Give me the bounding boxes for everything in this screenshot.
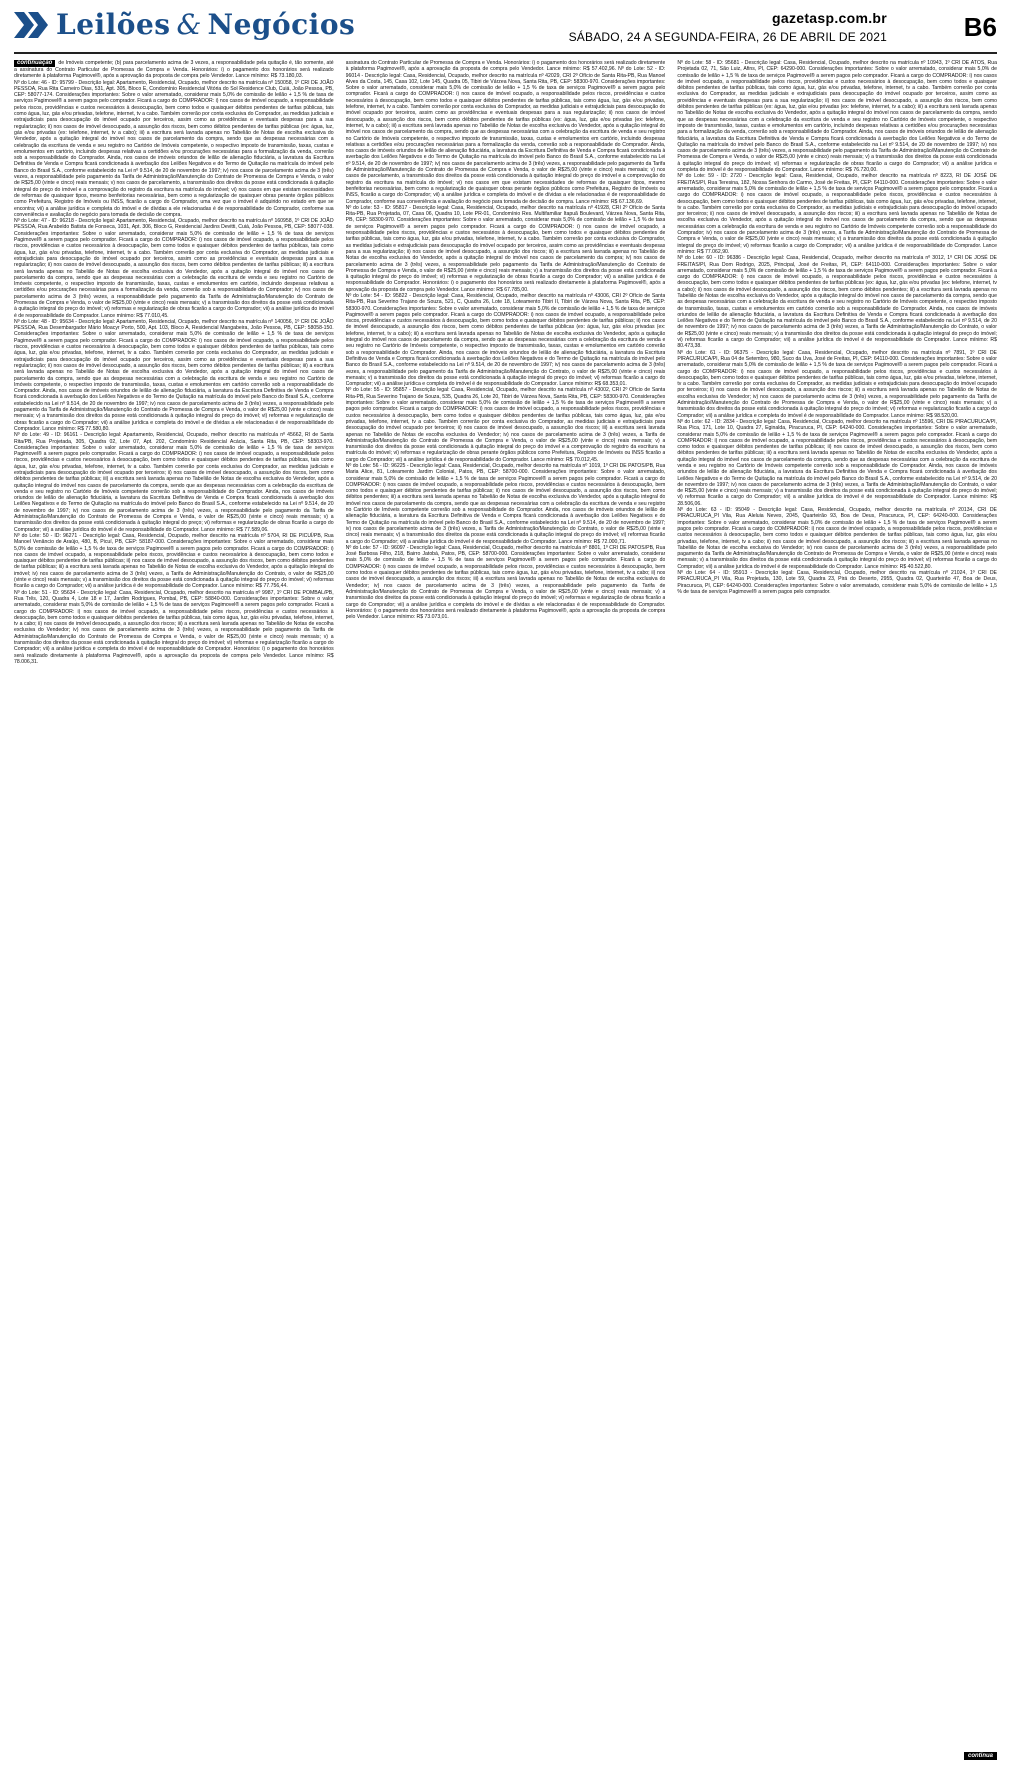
- column-3: [677, 60, 997, 1760]
- lot-entry: Nº do Lote: 51 - ID: 95634 - Descrição legal: Casa, Residencial, Ocupado, melhor descrito na matrícula nº 9987, 1º CRI DE POMBAL/PB, Rua Três, 120, Quadra 4, Lote 18 e 17, Jardim Rodrigues, Pombal, PB, CEP: 58840-000. Considerações importantes: Sobre o valor arrematado, considerar mais 5,0% de comissão de leilão + 1,5 % de taxa de serviços Pagimovel® a serem pagos pelo comprador. Ficará a cargo do COMPRADOR: i) nos casos de imóvel ocupado, a responsabilidade pelos riscos, providências e custos necessários à desocupação, bem como todos e quaisquer débitos pendentes de tarifas públicas, tais como água, luz, gás e/ou privadas, telefone, internet, tv a cabo; ii) nos casos de imóvel desocupado, a assunção dos riscos; iii) a escritura será lavrada apenas no Tabelião de Notas de escolha exclusiva do Vendedor; iv) nos casos de parcelamento acima de 3 (três) vezes, a responsabilidade pelo pagamento da Tarifa de Administração/Manutenção do Contrato de Promessa de Compra e Venda, o valor de R$25,00 (vinte e cinco) reais mensais; v) a transmissão dos direitos da posse está condicionada à quitação integral do preço do imóvel; vi) reformas e regularização ficarão a cargo do Comprador; vii) a análise jurídica e completa do imóvel é de responsabilidade do Comprador. Honorários: i) o pagamento dos honorários será realizado diretamente à plataforma Pagimovel®, após a aprovação da proposta de compra pelo Vendedor. Lance mínimo: R$ 78.006,31.: [14, 589, 334, 665]
- brand-word-leiloes: Leilões: [56, 8, 171, 41]
- lot-entry: Nº do Lote: 59 - ID: 2720 - Descrição legal: Casa, Residencial, Ocupado, melhor descrito na matrícula nº 8223, RI DE JOSÉ DE FREITAS/PI, Rua Teresina, 182, Nossa Senhora do Carmo, José de Freitas, PI, CEP: 64110-000. Considerações importantes: Sobre o valor arrematado, considerar mais 5,0% de comissão de leilão + 1,5 % de taxa de serviços Pagimovel® a serem pagos pelo comprador. Ficará a cargo do COMPRADOR: i) nos casos de imóvel ocupado, a responsabilidade pelos riscos, providências e custos necessários à desocupação, bem como todos e quaisquer débitos pendentes de tarifas públicas, tais como água, luz, gás e/ou privadas, telefone, internet, tv a cabo. Também correrão por conta exclusiva do Comprador, as medidas judiciais e extrajudiciais para desocupação do imóvel ocupado por terceiros; ii) nos casos de imóvel desocupado, a assunção dos riscos; iii) a escritura será lavrada apenas no Tabelião de Notas de escolha exclusiva do Vendedor, após a quitação integral do imóvel nos casos de parcelamento da compra, sendo que as despesas necessárias com a celebração da escritura de venda e seu registro no Cartório de Imóveis competente correrão sob a responsabilidade do Comprador; iv) nos casos de parcelamento acima de 3 (três) vezes, a Tarifa de Administração/Manutenção do Contrato de Promessa de Compra e Venda, o valor de R$25,00 (vinte e cinco) reais mensais; v) a transmissão dos direitos da posse está condicionada à quitação integral do preço do imóvel; vi) reformas ficarão a cargo do Comprador; vii) a análise jurídica é de responsabilidade do Comprador. Lance mínimo: R$ 77.062,90.: [677, 173, 997, 255]
- lot-entry: Nº do Lote: 55 - ID: 95857 - Descrição legal: Casa, Residencial, Ocupado, melhor descrito na matrícula nº 43002, CRI 2º Ofício de Santa Rita-PB, Rua Severino Trajano de Souza, 535, Quadra 26, Lote 20, Tibiri de Várzea Nova, Santa Rita, PB, CEP: 58300-970. Considerações importantes: Sobre o valor arrematado, considerar mais 5,0% de comissão de leilão + 1,5 % de taxa de serviços Pagimovel® a serem pagos pelo comprador. Ficará a cargo do COMPRADOR: i) nos casos de imóvel ocupado, a responsabilidade pelos riscos, providências e custos necessários à desocupação, bem como todos e quaisquer débitos pendentes de tarifas públicas, tais como água, luz, gás e/ou privadas, telefone, internet, tv a cabo. Também correrão por conta exclusiva do Comprador, as medidas judiciais e extrajudiciais para desocupação do imóvel ocupado por terceiros; ii) nos casos de imóvel desocupado, a assunção dos riscos; iii) a escritura será lavrada apenas no Tabelião de Notas de escolha exclusiva do Vendedor; iv) nos casos de parcelamento acima de 3 (três) vezes, a Tarifa de Administração/Manutenção do Contrato de Promessa de Compra e Venda, o valor de R$25,00 (vinte e cinco) reais mensais; v) a transmissão dos direitos da posse está condicionada à quitação integral do preço do imóvel e a comprovação do registro da escritura na matrícula do imóvel; vi) reformas e regularização de obras perante órgãos públicos como Prefeitura, Registro de Imóveis ou INSS ficarão a cargo do Comprador; vii) a análise jurídica é de responsabilidade do Comprador. Lance mínimo: R$ 70.012,45.: [345, 387, 666, 463]
- lot-entry: Nº do Lote: 60 - ID: 96386 - Descrição legal: Casa, Residencial, Ocupado, melhor descrito na matrícula nº 3012, 1º CRI DE JOSÉ DE FREITAS/PI, Rua Dom Rodrigo, 2025, Principal, José de Freitas, PI, CEP: 64110-000. Considerações importantes: Sobre o valor arrematado, considerar mais 5,0% de comissão de leilão + 1,5 % de taxa de serviços Pagimovel® a serem pagos pelo comprador. Ficará a cargo do COMPRADOR: i) nos casos de imóvel ocupado, a responsabilidade pelos riscos, providências e custos necessários à desocupação, bem como todos e quaisquer débitos pendentes de tarifas públicas (ex: água, luz, gás e/ou privadas (ex: telefone, internet, tv a cabo); ii) nos casos de imóvel desocupado, a assunção dos riscos, bem como débitos pendentes; iii) a escritura será lavrada apenas no Tabelião de Notas de escolha exclusiva do Vendedor, após a quitação integral do imóvel nos casos de parcelamento da compra, sendo que as despesas necessárias com a celebração da escritura de venda e seu registro no Cartório de Imóveis competente, o respectivo imposto de transmissão, taxas, custas e emolumentos em cartório correrão sob a responsabilidade do Comprador. Ainda, nos casos de imóveis oriundos de leilão de alienação fiduciária, a lavratura da Escritura Definitiva de Venda e Compra ficará condicionada à averbação dos Leilões Negativos e do Termo de Quitação na matrícula do imóvel pelo Banco do Brasil S.A., conforme estabelecido na Lei nº 9.514, de 20 de novembro de 1997; iv) nos casos de parcelamento acima de 3 (três) vezes, a Tarifa de Administração/Manutenção do Contrato, o valor de R$25,00 (vinte e cinco) reais mensais; v) a transmissão dos direitos da posse está condicionada à quitação integral do preço do imóvel; vi) reformas ficarão a cargo do Comprador; vii) a análise jurídica do imóvel é de responsabilidade do Comprador. Lance mínimo: R$ 80.473,38.: [677, 255, 997, 350]
- continuation-badge: continuação: [14, 60, 55, 67]
- lot-entry: Nº do Lote: 47 - ID: 96218 - Descrição legal: Apartamento, Residencial, Ocupado, melhor descrito na matrícula nº 160958, 1º CRI DE JOÃO PESSOA, Rua Arabeldo Batista de Fonseca, 1031, Apt. 306, Bloco G, Residencial Jardins Devitti, Cuiá, João Pessoa, PB, CEP: 58077-038. Considerações importantes: Sobre o valor arrematado, considerar mais 5,0% de comissão de leilão + 1,5 % de taxa de serviços Pagimovel® a serem pagos pelo comprador. Ficará a cargo do COMPRADOR: i) nos casos de imóvel ocupado, a responsabilidade pelos riscos, providências e custos necessários à desocupação, bem como todos e quaisquer débitos pendentes de tarifas públicas, tais como água, luz, gás e/ou privadas, telefone, internet, tv a cabo. Também correrão por conta exclusiva do Comprador, as medidas judiciais e extrajudiciais para desocupação do imóvel ocupado por terceiros, assim como as providências e eventuais despesas para a sua regularização; ii) nos casos de imóvel desocupado, a assunção dos riscos, bem como débitos pendentes de tarifas públicas; iii) a escritura será lavrada apenas no Tabelião de Notas de escolha exclusiva do Vendedor, após a quitação integral do imóvel nos casos de parcelamento da compra, sendo que as despesas necessárias com a celebração da escritura de venda e seu registro no Cartório de Imóveis competente, o respectivo imposto de transmissão, taxas, custas e emolumentos em cartório, incluindo despesas relativas a certidões e/ou procurações necessárias para a formalização da venda, correrão sob a responsabilidade do Comprador; iv) nos casos de parcelamento acima de 3 (três) vezes, a responsabilidade pelo pagamento da Tarifa de Administração/Manutenção do Contrato de Promessa de Compra e Venda, o valor de R$25,00 (vinte e cinco) reais mensais; v) a transmissão dos direitos da posse está condicionada à quitação integral do preço do imóvel; vi) reformas e regularização de obras ficarão a cargo do Comprador; vii) a análise jurídica do imóvel é de responsabilidade do Comprador. Lance mínimo: R$ 77.010,45.: [14, 218, 334, 319]
- lot-entry: Nº do Lote: 58 - ID: 95681 - Descrição legal: Casa, Residencial, Ocupado, melhor descrito na matrícula nº 10943, 1º CRI DE ATOS, Rua Projetada 02, 71, São Luiz, Afins, PI, CEP: 64290-000. Considerações importantes: Sobre o valor arrematado, considerar mais 5,0% de comissão de leilão + 1,5 % de taxa de serviços Pagimovel® a serem pagos pelo comprador. Ficará a cargo do COMPRADOR: i) nos casos de imóvel ocupado, a responsabilidade pelos riscos, providências e custos necessários à desocupação, bem como todos e quaisquer débitos pendentes de tarifas públicas, tais como água, luz, gás e/ou privadas, telefone, internet, tv a cabo. Também correrão por conta exclusiva do Comprador, as medidas judiciais e extrajudiciais para desocupação do imóvel ocupado por terceiros, assim como as providências e eventuais despesas para a sua regularização; ii) nos casos de imóvel desocupado, a assunção dos riscos, bem como débitos pendentes de tarifas públicas (ex: água, luz, gás e/ou privadas (ex: telefone, internet, tv a cabo); iii) a escritura será lavrada apenas no Tabelião de Notas de escolha exclusiva do Vendedor, após a quitação integral do imóvel nos casos de parcelamento da compra, sendo que as despesas necessárias com a celebração da escritura de venda e seu registro no Cartório de Imóveis competente, o respectivo imposto de transmissão, taxas, custas e emolumentos em cartório, incluindo despesas relativas a certidões e/ou procurações necessárias para a formalização da venda, correrão sob a responsabilidade do Comprador. Ainda, nos casos de imóveis oriundos de leilão de alienação fiduciária, a lavratura da Escritura Definitiva de Venda e Compra ficará condicionada à averbação dos Leilões Negativos e do Termo de Quitação na matrícula do imóvel pelo Banco do Brasil S.A., conforme estabelecido na Lei nº 9.514, de 20 de novembro de 1997; iv) nos casos de parcelamento acima de 3 (três) vezes, a responsabilidade pelo pagamento da Tarifa de Administração/Manutenção do Contrato de Promessa de Compra e Venda, o valor de R$25,00 (vinte e cinco) reais mensais; v) a transmissão dos direitos da posse está condicionada à quitação integral do preço do imóvel; vi) reformas e regularização de obras ficarão a cargo do Comprador; vii) a análise jurídica e completa do imóvel é de responsabilidade do Comprador. Lance mínimo: R$ 76.720,00.: [677, 60, 997, 174]
- lot-entry: Nº do Lote: 54 - ID: 95822 - Descrição legal: Casa, Residencial, Ocupado, melhor descrito na matrícula nº 43006, CRI 2º Ofício de Santa Rita-PB, Rua Severino Trajano de Souza, 521, C, Quadra 26, Lote 18, Loteamento Tibiri II, Tibiri de Várzea Nova, Santa Rita, PB, CEP: 58300-970. Considerações importantes: Sobre o valor arrematado, considerar mais 5,0% de comissão de leilão + 1,5 % de taxa de serviços Pagimovel® a serem pagos pelo comprador. Ficará a cargo do COMPRADOR: i) nos casos de imóvel ocupado, a responsabilidade pelos riscos, providências e custos necessários à desocupação, bem como todos e quaisquer débitos pendentes de tarifas públicas; ii) nos casos de imóvel desocupado, a assunção dos riscos, bem como débitos pendentes de tarifas públicas (ex: água, luz, gás e/ou privadas (ex: telefone, internet, tv a cabo); iii) a escritura será lavrada apenas no Tabelião de Notas de escolha exclusiva do Vendedor, após a quitação integral do imóvel nos casos de parcelamento da compra, sendo que as despesas necessárias com a celebração da escritura de venda e seu registro no Cartório de Imóveis competente, o respectivo imposto de transmissão, taxas, custas e emolumentos em cartório correrão sob a responsabilidade do Comprador. Ainda, nos casos de imóveis oriundos de leilão de alienação fiduciária, a lavratura da Escritura Definitiva de Venda e Compra ficará condicionada à averbação dos Leilões Negativos e do Termo de Quitação na matrícula do imóvel pelo Banco do Brasil S.A., conforme estabelecido na Lei nº 9.514, de 20 de novembro de 1997; iv) nos casos de parcelamento acima de 3 (três) vezes, a responsabilidade pelo pagamento da Tarifa de Administração/Manutenção do Contrato, o valor de R$25,00 (vinte e cinco) reais mensais; v) a transmissão dos direitos da posse está condicionada à quitação integral do preço do imóvel; vi) reformas ficarão a cargo do Comprador; vii) a análise jurídica e completa do imóvel é de responsabilidade do Comprador. Lance mínimo: R$ 68.353,01.: [345, 292, 666, 388]
- continues-badge: continua: [964, 1752, 997, 1760]
- column-1-intro: [14, 60, 334, 80]
- lot-entry: assinatura do Contrato Particular de Promessa de Compra e Venda. Honorários: i) o pagamento dos honorários será realizado diretamente à plataforma Pagimovel®, após a aprovação da proposta de compra pelo Vendedor. Lance mínimo: R$ 57.402,96. Nº do Lote: 52 - ID: 96014 - Descrição legal: Casa, Residencial, Ocupado, melhor descrito na matrícula nº 42029, CRI 2º Ofício de Santa Rita-PB, Rua Manoel Alves da Costa, 145, Casa 102, Lote 145, Quadra 05, Tibiri de Várzea Nova, Santa Rita, PB, CEP: 58300-970. Considerações importantes: Sobre o valor arrematado, considerar mais 5,0% de comissão de leilão + 1,5 % de taxa de serviços Pagimovel® a serem pagos pelo comprador. Ficará a cargo do COMPRADOR: i) nos casos de imóvel ocupado, a responsabilidade pelos riscos, providências e custos necessários à desocupação, bem como todos e quaisquer débitos pendentes de tarifas públicas, tais como água, luz, gás e/ou privadas, telefone, internet, tv a cabo. Também correrão por conta exclusiva do Comprador, as medidas judiciais e extrajudiciais para desocupação do imóvel ocupado por terceiros, assim como as providências e eventuais despesas para a sua regularização; ii) nos casos de imóvel desocupado, a assunção dos riscos, bem como débitos pendentes de tarifas públicas (ex: água, luz, gás e/ou privadas (ex: telefone, internet, tv a cabo); iii) a escritura será lavrada apenas no Tabelião de Notas de escolha exclusiva do Vendedor, após a quitação integral do imóvel nos casos de parcelamento da compra, sendo que as despesas necessárias com a celebração da escritura de venda e seu registro no Cartório de Imóveis competente, o respectivo imposto de transmissão, taxas, custas e emolumentos em cartório, incluindo despesas relativas a certidões e/ou procurações necessárias para a formalização da venda, correrão sob a responsabilidade do Comprador. Ainda, nos casos de imóveis oriundos de leilão de alienação fiduciária, a lavratura da Escritura Definitiva de Venda e Compra ficará condicionada à averbação dos Leilões Negativos e do Termo de Quitação na matrícula do imóvel pelo Banco do Brasil S.A., conforme estabelecido na Lei nº 9.514, de 20 de novembro de 1997; iv) nos casos de parcelamento acima de 3 (três) vezes, a responsabilidade pelo pagamento da Tarifa de Administração/Manutenção do Contrato de Promessa de Compra e Venda, o valor de R$25,00 (vinte e cinco) reais mensais; v) nos casos de parcelamento, a transmissão dos direitos da posse está condicionada à quitação integral do preço do imóvel e a comprovação do registro da escritura na matrícula do imóvel; vi) nos casos em que existam necessidades de reformas de quaisquer tipos, mesmo benfeitorias necessárias, bem como a regularização de quaisquer obras perante órgãos públicos como Prefeitura, Registro de Imóveis ou INSS, ficarão a cargo do Comprador; vii) a análise jurídica e completa do imóvel e de dívidas a ele relacionadas é de responsabilidade do Comprador, conforme sua conveniência e avaliação do negócio para tomada de decisão de compra. Lance mínimo: R$ 67.136,69.: [345, 60, 666, 205]
- chevron-arrows-icon: [14, 12, 50, 38]
- column-1-intro-text: de Imóveis competente; (b) para parcelamento acima de 3 vezes, a responsabilidade pela quitação é, tão somente, até a assinatura do Contrato Particular de Promessa de Compra e Venda. Honorários: i) o pagamento dos honorários será realizado diretamente à plataforma Pagimovel®, após a aprovação da proposta de compra pelo Vendedor. Lance mínimo: R$ 73.180,03.: [14, 60, 334, 80]
- dateline: SÁBADO, 24 A SEGUNDA-FEIRA, 26 DE ABRIL DE 2021: [568, 30, 887, 44]
- page-number: B6: [963, 12, 997, 42]
- lot-entry: Nº do Lote: 50 - ID: 96271 - Descrição legal: Casa, Residencial, Ocupado, melhor descrito na matrícula nº 5704, RI DE PICUÍ/PB, Rua Manoel Venâncio de Araújo, 480, B, Picuí, PB, CEP: 58187-000. Considerações importantes: Sobre o valor arrematado, considerar mais 5,0% de comissão de leilão + 1,5 % de taxa de serviços Pagimovel® a serem pagos pelo comprador. Ficará a cargo do COMPRADOR: i) nos casos de imóvel ocupado, a responsabilidade pelos riscos, providências e custos necessários à desocupação, bem como todos e quaisquer débitos pendentes de tarifas públicas; ii) nos casos de imóvel desocupado, a assunção dos riscos, bem como débitos pendentes de tarifas públicas; iii) a escritura será lavrada apenas no Tabelião de Notas de escolha exclusiva do Vendedor, após a quitação integral do imóvel; iv) nos casos de parcelamento acima de 3 (três) vezes, a Tarifa de Administração/Manutenção do Contrato, o valor de R$25,00 (vinte e cinco) reais mensais; v) a transmissão dos direitos da posse está condicionada à quitação integral do preço do imóvel; vi) reformas ficarão a cargo do Comprador; vii) a análise jurídica é de responsabilidade do Comprador. Lance mínimo: R$ 77.756,44.: [14, 532, 334, 590]
- brand-word-negocios: Negócios: [207, 8, 356, 41]
- lot-entry: Nº do Lote: 49 - ID: 96161 - Descrição legal: Apartamento, Residencial, Ocupado, melhor descrito na matrícula nº 45662, RI de Santa Rita/PB, Rua Projetada, 305, Quadra 02, Lote 07, Apt. 202, Condomínio Residencial Acácia, Santa Rita, PB, CEP: 58303-970. Considerações importantes: Sobre o valor arrematado, considerar mais 5,0% de comissão de leilão + 1,5 % de taxa de serviços Pagimovel® a serem pagos pelo comprador. Ficará a cargo do COMPRADOR: i) nos casos de imóvel ocupado, a responsabilidade pelos riscos, providências e custos necessários à desocupação, bem como todos e quaisquer débitos pendentes de tarifas públicas, tais como água, luz, gás e/ou privadas, telefone, internet, tv a cabo. Também correrão por conta exclusiva do Comprador, as medidas judiciais e extrajudiciais para desocupação do imóvel ocupado por terceiros; ii) nos casos de imóvel desocupado, a assunção dos riscos, bem como débitos pendentes de tarifas públicas; iii) a escritura será lavrada apenas no Tabelião de Notas de escolha exclusiva do Vendedor, após a quitação integral do imóvel nos casos de parcelamento da compra, sendo que as despesas necessárias com a celebração da escritura de venda e seu registro no Cartório de Imóveis competente correrão sob a responsabilidade do Comprador. Ainda, nos casos de imóveis oriundos de leilão de alienação fiduciária, a lavratura da Escritura Definitiva de Venda e Compra ficará condicionada à averbação dos Leilões Negativos e do Termo de Quitação na matrícula do imóvel pelo Banco do Brasil S.A., conforme estabelecido na Lei nº 9.514, de 20 de novembro de 1997; iv) nos casos de parcelamento acima de 3 (três) vezes, a responsabilidade pelo pagamento da Tarifa de Administração/Manutenção do Contrato de Promessa de Compra e Venda, o valor de R$25,00 (vinte e cinco) reais mensais; v) a transmissão dos direitos da posse está condicionada à quitação integral do preço; vi) reformas e regularização de obras ficarão a cargo do Comprador; vii) a análise jurídica do imóvel é de responsabilidade do Comprador. Lance mínimo: R$ 77.589,06.: [14, 432, 334, 533]
- lot-entry: Nº do Lote: 64 - ID: 95913 - Descrição legal: Casa, Residencial, Ocupado, melhor descrito na matrícula nº 21024, 1º CRI DE PIRACURUCA_PI Vila, Rua Projetada, 130, Lote 59, Quadra 23, Pirá do Deserto, 2955, Quadra 02, Quarteirão 47, Boa de Deus, Piracuruca, PI, CEP: 64240-000. Considerações importantes: Sobre o valor arrematado, considerar mais 5,0% de comissão de leilão + 1,5 % de taxa de serviços Pagimovel® a serem pagos pelo comprador.: [677, 570, 997, 595]
- column-1: [14, 60, 334, 1760]
- page-header: [14, 6, 997, 54]
- section-brand: [14, 10, 355, 40]
- column-2: [346, 60, 666, 1760]
- text-columns: [14, 60, 997, 1760]
- lot-entry: Nº do Lote: 57 - ID: 96097 - Descrição legal: Casa, Residencial, Ocupado, melhor descrito na matrícula nº 8801, 1º CRI DE PATOS/PB, Rua José Barbosa Filho, 218, Bairro Jatobá, Patos, PB, CEP: 58700-000. Considerações importantes: Sobre o valor arrematado, considerar mais 5,0% de comissão de leilão + 1,5 % de taxa de serviços Pagimovel® a serem pagos pelo comprador. Ficará a cargo do COMPRADOR: i) nos casos de imóvel ocupado, a responsabilidade pelos riscos, providências e custos necessários à desocupação, bem como todos e quaisquer débitos pendentes de tarifas públicas, tais como água, luz, gás e/ou privadas, telefone, internet, tv a cabo; ii) nos casos de imóvel desocupado, a assunção dos riscos; iii) a escritura será lavrada apenas no Tabelião de Notas de escolha exclusiva do Vendedor; iv) nos casos de parcelamento acima de 3 (três) vezes, a responsabilidade pelo pagamento da Tarifa de Administração/Manutenção do Contrato de Promessa de Compra e Venda, o valor de R$25,00 (vinte e cinco) reais mensais; v) a transmissão dos direitos da posse está condicionada à quitação integral do preço do imóvel; vi) reformas e regularização de obras ficarão a cargo do Comprador; vii) a análise jurídica e completa do imóvel e de dívidas a ele relacionadas é de responsabilidade do Comprador. Honorários: i) o pagamento dos honorários será realizado diretamente à plataforma Pagimovel®, após a aprovação da proposta de compra pelo Vendedor. Lance mínimo: R$ 73.073,01.: [345, 544, 666, 621]
- lot-entry: Nº do Lote: 56 - ID: 96225 - Descrição legal: Casa, Residencial, Ocupado, melhor descrito na matrícula nº 1019, 1º CRI DE PATOS/PB, Rua Maria Alice, 81, Loteamento Jardim Colonial, Patos, PB, CEP: 58700-000. Considerações importantes: Sobre o valor arrematado, considerar mais 5,0% de comissão de leilão + 1,5 % de taxa de serviços Pagimovel® a serem pagos pelo comprador. Ficará a cargo do COMPRADOR: i) nos casos de imóvel ocupado, a responsabilidade pelos riscos, providências e custos necessários à desocupação, bem como todos e quaisquer débitos pendentes de tarifas públicas; ii) nos casos de imóvel desocupado, a assunção dos riscos, bem como débitos pendentes; iii) a escritura será lavrada apenas no Tabelião de Notas de escolha exclusiva do Vendedor, após a quitação integral do imóvel nos casos de parcelamento da compra, sendo que as despesas necessárias com a celebração da escritura de venda e seu registro no Cartório de Imóveis competente correrão sob a responsabilidade do Comprador. Ainda, nos casos de imóveis oriundos de leilão de alienação fiduciária, a lavratura da Escritura Definitiva de Venda e Compra ficará condicionada à averbação dos Leilões Negativos e do Termo de Quitação na matrícula do imóvel pelo Banco do Brasil S.A., conforme estabelecido na Lei nº 9.514, de 20 de novembro de 1997; iv) nos casos de parcelamento acima de 3 (três) vezes, a Tarifa de Administração/Manutenção do Contrato, o valor de R$25,00 (vinte e cinco) reais mensais; v) a transmissão dos direitos da posse está condicionada à quitação integral do preço do imóvel; vi) reformas ficarão a cargo do Comprador; vii) a análise jurídica do imóvel é de responsabilidade do Comprador. Lance mínimo: R$ 72.000,71.: [345, 463, 666, 545]
- lot-entry: Nº do Lote: 61 - ID: 96375 - Descrição legal: Casa, Residencial, Ocupado, melhor descrito na matrícula nº 7891, 1º CRI DE PIRACURUCA/PI, Rua 04 de Setembro, 980, Suco da Uva, José de Freitas, PI, CEP: 64110-000. Considerações importantes: Sobre o valor arrematado, considerar mais 5,0% de comissão de leilão + 1,5 % de taxa de serviços Pagimovel® a serem pagos pelo comprador. Ficará a cargo do COMPRADOR: i) nos casos de imóvel ocupado, a responsabilidade pelos riscos, providências e custos necessários à desocupação, bem como todos e quaisquer débitos pendentes de tarifas públicas, tais como água, luz, gás e/ou privadas, telefone, internet, tv a cabo. Também correrão por conta exclusiva do Comprador, as medidas judiciais e extrajudiciais para desocupação do imóvel ocupado por terceiros; ii) nos casos de imóvel desocupado, a assunção dos riscos; iii) a escritura será lavrada apenas no Tabelião de Notas de escolha exclusiva do Vendedor; iv) nos casos de parcelamento acima de 3 (três) vezes, a responsabilidade pelo pagamento da Tarifa de Administração/Manutenção do Contrato de Promessa de Compra e Venda, o valor de R$25,00 (vinte e cinco) reais mensais; v) a transmissão dos direitos da posse está condicionada à quitação integral do preço do imóvel; vi) reformas e regularização ficarão a cargo do Comprador; vii) a análise jurídica e completa do imóvel é de responsabilidade do Comprador. Lance mínimo: R$ 98.520,00.: [677, 349, 997, 419]
- newspaper-page: [14, 6, 997, 1778]
- lot-entry: Nº do Lote: 48 - ID: 95634 - Descrição legal: Apartamento, Residencial, Ocupado, melhor descrito na matrícula nº 140056, 1º CRI DE JOÃO PESSOA, Rua Desembargador Mário Moacyr Porto, 500, Apt. 103, Bloco A, Residencial Mangabeira, João Pessoa, PB, CEP: 58058-150. Considerações importantes: Sobre o valor arrematado, considerar mais 5,0% de comissão de leilão + 1,5 % de taxa de serviços Pagimovel® a serem pagos pelo comprador. Ficará a cargo do COMPRADOR: i) nos casos de imóvel ocupado, a responsabilidade pelos riscos, providências e custos necessários à desocupação, bem como todos e quaisquer débitos pendentes de tarifas públicas, tais como água, luz, gás e/ou privadas, telefone, internet, tv a cabo. Também correrão por conta exclusiva do Comprador, as medidas judiciais e extrajudiciais para desocupação do imóvel ocupado por terceiros, assim como as providências e eventuais despesas para a sua regularização; ii) nos casos de imóvel desocupado, a assunção dos riscos, bem como débitos pendentes de tarifas públicas; iii) a escritura será lavrada apenas no Tabelião de Notas de escolha exclusiva do Vendedor, após a quitação integral do imóvel nos casos de parcelamento da compra, sendo que as despesas necessárias com a celebração da escritura de venda e seu registro no Cartório de Imóveis competente, o respectivo imposto de transmissão, taxas, custas e emolumentos em cartório correrão sob a responsabilidade do Comprador. Ainda, nos casos de imóveis oriundos de leilão de alienação fiduciária, a lavratura da Escritura Definitiva de Venda e Compra ficará condicionada à averbação dos Leilões Negativos e do Termo de Quitação na matrícula do imóvel pelo Banco do Brasil S.A., conforme estabelecido na Lei nº 9.514, de 20 de novembro de 1997; iv) nos casos de parcelamento acima de 3 (três) vezes, a responsabilidade pelo pagamento da Tarifa de Administração/Manutenção do Contrato de Promessa de Compra e Venda, o valor de R$25,00 (vinte e cinco) reais mensais; v) a transmissão dos direitos da posse está condicionada à quitação integral do preço do imóvel; vi) reformas e regularização de obras ficarão a cargo do Comprador; vii) a análise jurídica e completa do imóvel e de dívidas a ele relacionadas é de responsabilidade do Comprador. Lance mínimo: R$ 77.580,80.: [14, 318, 334, 432]
- lot-entry: Nº do Lote: 62 - ID: 2834 - Descrição legal: Casa, Residencial, Ocupado, melhor descrito na matrícula nº 15596, CRI DE PIRACURUCA/PI, Rua Pica, 171, Lote 10, Quadra 27, Eginalda, Piracuruca, PI, CEP: 64240-000. Considerações importantes: Sobre o valor arrematado, considerar mais 5,0% de comissão de leilão + 1,5 % de taxa de serviços Pagimovel® a serem pagos pelo comprador. Ficará a cargo do COMPRADOR: i) nos casos de imóvel ocupado, a responsabilidade pelos riscos, providências e custos necessários à desocupação, bem como todos e quaisquer débitos pendentes de tarifas públicas; ii) nos casos de imóvel desocupado, a assunção dos riscos, bem como débitos pendentes de tarifas públicas; iii) a escritura será lavrada apenas no Tabelião de Notas de escolha exclusiva do Vendedor, após a quitação integral do imóvel nos casos de parcelamento da compra, sendo que as despesas necessárias com a celebração da escritura de venda e seu registro no Cartório de Imóveis competente correrão sob a responsabilidade do Comprador. Ainda, nos casos de imóveis oriundos de leilão de alienação fiduciária, a lavratura da Escritura Definitiva de Venda e Compra ficará condicionada à averbação dos Leilões Negativos e do Termo de Quitação na matrícula do imóvel pelo Banco do Brasil S.A., conforme estabelecido na Lei nº 9.514, de 20 de novembro de 1997; iv) nos casos de parcelamento acima de 3 (três) vezes, a Tarifa de Administração/Manutenção do Contrato, o valor de R$25,00 (vinte e cinco) reais mensais; v) a transmissão dos direitos da posse está condicionada à quitação integral do preço do imóvel; vi) reformas ficarão a cargo do Comprador; vii) a análise jurídica do imóvel é de responsabilidade do Comprador. Lance mínimo: R$ 28.506,06.: [677, 418, 997, 507]
- site-url[interactable]: gazetasp.com.br: [772, 10, 887, 26]
- lot-entry: Nº do Lote: 46 - ID: 95799 - Descrição legal: Apartamento, Residencial, Ocupado, melhor descrito na matrícula nº 150058, 1º CRI DE JOÃO PESSOA, Rua Rita Carneiro Dias, 531, Apt. 305, Bloco E, Condomínio Residencial Vitória do Sol Residence Club, Cuiá, João Pessoa, PB, CEP: 58077-174. Considerações importantes: Sobre o valor arrematado, considerar mais 5,0% de comissão de leilão + 1,5 % de taxa de serviços Pagimovel® a serem pagos pelo comprador. Ficará a cargo do COMPRADOR: i) nos casos de imóvel ocupado, a responsabilidade pelos riscos, providências e custos necessários à desocupação, bem como todos e quaisquer débitos pendentes de tarifas públicas, tais como água, luz, gás e/ou privadas, telefone, internet, tv a cabo. Também correrão por conta exclusiva do Comprador, as medidas judiciais e extrajudiciais para desocupação do imóvel ocupado por terceiros, assim como as providências e eventuais despesas para a sua regularização; ii) nos casos de imóvel desocupado, a assunção dos riscos, bem como débitos pendentes de tarifas públicas (ex: água, luz, gás e/ou privadas (ex: telefone, internet, tv a cabo); iii) a escritura será lavrada apenas no Tabelião de Notas de escolha exclusiva do Vendedor, após a quitação integral do imóvel nos casos de parcelamento da compra, sendo que as despesas necessárias com a celebração da escritura de venda e seu registro no Cartório de Imóveis competente, o respectivo imposto de transmissão, taxas, custas e emolumentos em cartório, incluindo despesas relativas a certidões e/ou procurações necessárias para a formalização da venda, correrão sob a responsabilidade do Comprador. Ainda, nos casos de imóveis oriundos de leilão de alienação fiduciária, a lavratura da Escritura Definitiva de Venda e Compra ficará condicionada à averbação dos Leilões Negativos e do Termo de Quitação na matrícula do imóvel pelo Banco do Brasil S.A., conforme estabelecido na Lei nº 9.514, de 20 de novembro de 1997; iv) nos casos de parcelamento acima de 3 (três) vezes, a responsabilidade pelo pagamento da Tarifa de Administração/Manutenção do Contrato de Promessa de Compra e Venda, o valor de R$25,00 (vinte e cinco) reais mensais; v) nos casos de parcelamento, a transmissão dos direitos da posse está condicionada à quitação integral do preço do imóvel e a comprovação do registro da escritura na matrícula do imóvel; vi) nos casos em que existam necessidades de reformas de quaisquer tipos, mesmo benfeitorias necessárias, bem como a regularização de quaisquer obras perante órgãos públicos como Prefeitura, Registro de Imóveis ou INSS, ficarão a cargo do Comprador, uma vez que o imóvel é adquirido no estado em que se encontra; vii) a análise jurídica e completa do imóvel e de dívidas a ele relacionadas é de responsabilidade do Comprador, conforme sua conveniência e avaliação do negócio para tomada de decisão de compra.: [14, 79, 334, 218]
- brand-ampersand: &: [176, 8, 202, 41]
- lot-entry: Nº do Lote: 53 - ID: 95817 - Descrição legal: Casa, Residencial, Ocupado, melhor descrito na matrícula nº 41928, CRI 2º Ofício de Santa Rita-PB, Rua Projetada, 07, Casa 06, Quadra 10, Lote PR-01, Condomínio Res. Multifamiliar Itapuã Boulevard, Várzea Nova, Santa Rita, PB, CEP: 58300-970. Considerações importantes: Sobre o valor arrematado, considerar mais 5,0% de comissão de leilão + 1,5 % de taxa de serviços Pagimovel® a serem pagos pelo comprador. Ficará a cargo do COMPRADOR: i) nos casos de imóvel ocupado, a responsabilidade pelos riscos, providências e custos necessários à desocupação, bem como todos e quaisquer débitos pendentes de tarifas públicas, tais como água, luz, gás e/ou privadas, telefone, internet, tv a cabo. Também correrão por conta exclusiva do Comprador, as medidas judiciais e extrajudiciais para desocupação do imóvel ocupado por terceiros, assim como as providências e eventuais despesas para a sua regularização; ii) nos casos de imóvel desocupado, a assunção dos riscos; iii) a escritura será lavrada apenas no Tabelião de Notas de escolha exclusiva do Vendedor, após a quitação integral do imóvel nos casos de parcelamento da compra; iv) nos casos de parcelamento acima de 3 (três) vezes, a responsabilidade pelo pagamento da Tarifa de Administração/Manutenção do Contrato de Promessa de Compra e Venda, o valor de R$25,00 (vinte e cinco) reais mensais; v) a transmissão dos direitos da posse está condicionada à quitação integral do preço do imóvel; vi) reformas e regularização de obras ficarão a cargo do Comprador; vii) a análise jurídica é de responsabilidade do Comprador. Honorários: i) o pagamento dos honorários será realizado diretamente à plataforma Pagimovel®, após a aprovação da proposta de compra pelo Vendedor. Lance mínimo: R$ 67.785,00.: [345, 204, 666, 293]
- lot-entry: Nº do Lote: 63 - ID: 95049 - Descrição legal: Casa, Residencial, Ocupado, melhor descrito na matrícula nº 20134, CRI DE PIRACURUCA_PI Vila, Rua Aleluia Neves, 2045, Quarteirão 93, Boa de Deus, Piracuruca, PI, CEP: 64240-000. Considerações importantes: Sobre o valor arrematado, considerar mais 5,0% de comissão de leilão + 1,5 % de taxa de serviços Pagimovel® a serem pagos pelo comprador. Ficará a cargo do COMPRADOR: i) nos casos de imóvel ocupado, a responsabilidade pelos riscos, providências e custos necessários à desocupação, bem como todos e quaisquer débitos pendentes de tarifas públicas, tais como água, luz, gás e/ou privadas, telefone, internet, tv a cabo; ii) nos casos de imóvel desocupado, a assunção dos riscos; iii) a escritura será lavrada apenas no Tabelião de Notas de escolha exclusiva do Vendedor; iv) nos casos de parcelamento acima de 3 (três) vezes, a responsabilidade pelo pagamento da Tarifa de Administração/Manutenção do Contrato de Promessa de Compra e Venda, o valor de R$25,00 (vinte e cinco) reais mensais; v) a transmissão dos direitos da posse está condicionada à quitação integral do preço do imóvel; vi) reformas ficarão a cargo do Comprador; vii) a análise jurídica do imóvel é de responsabilidade do Comprador. Lance mínimo: R$ 40.522,80.: [677, 507, 997, 570]
